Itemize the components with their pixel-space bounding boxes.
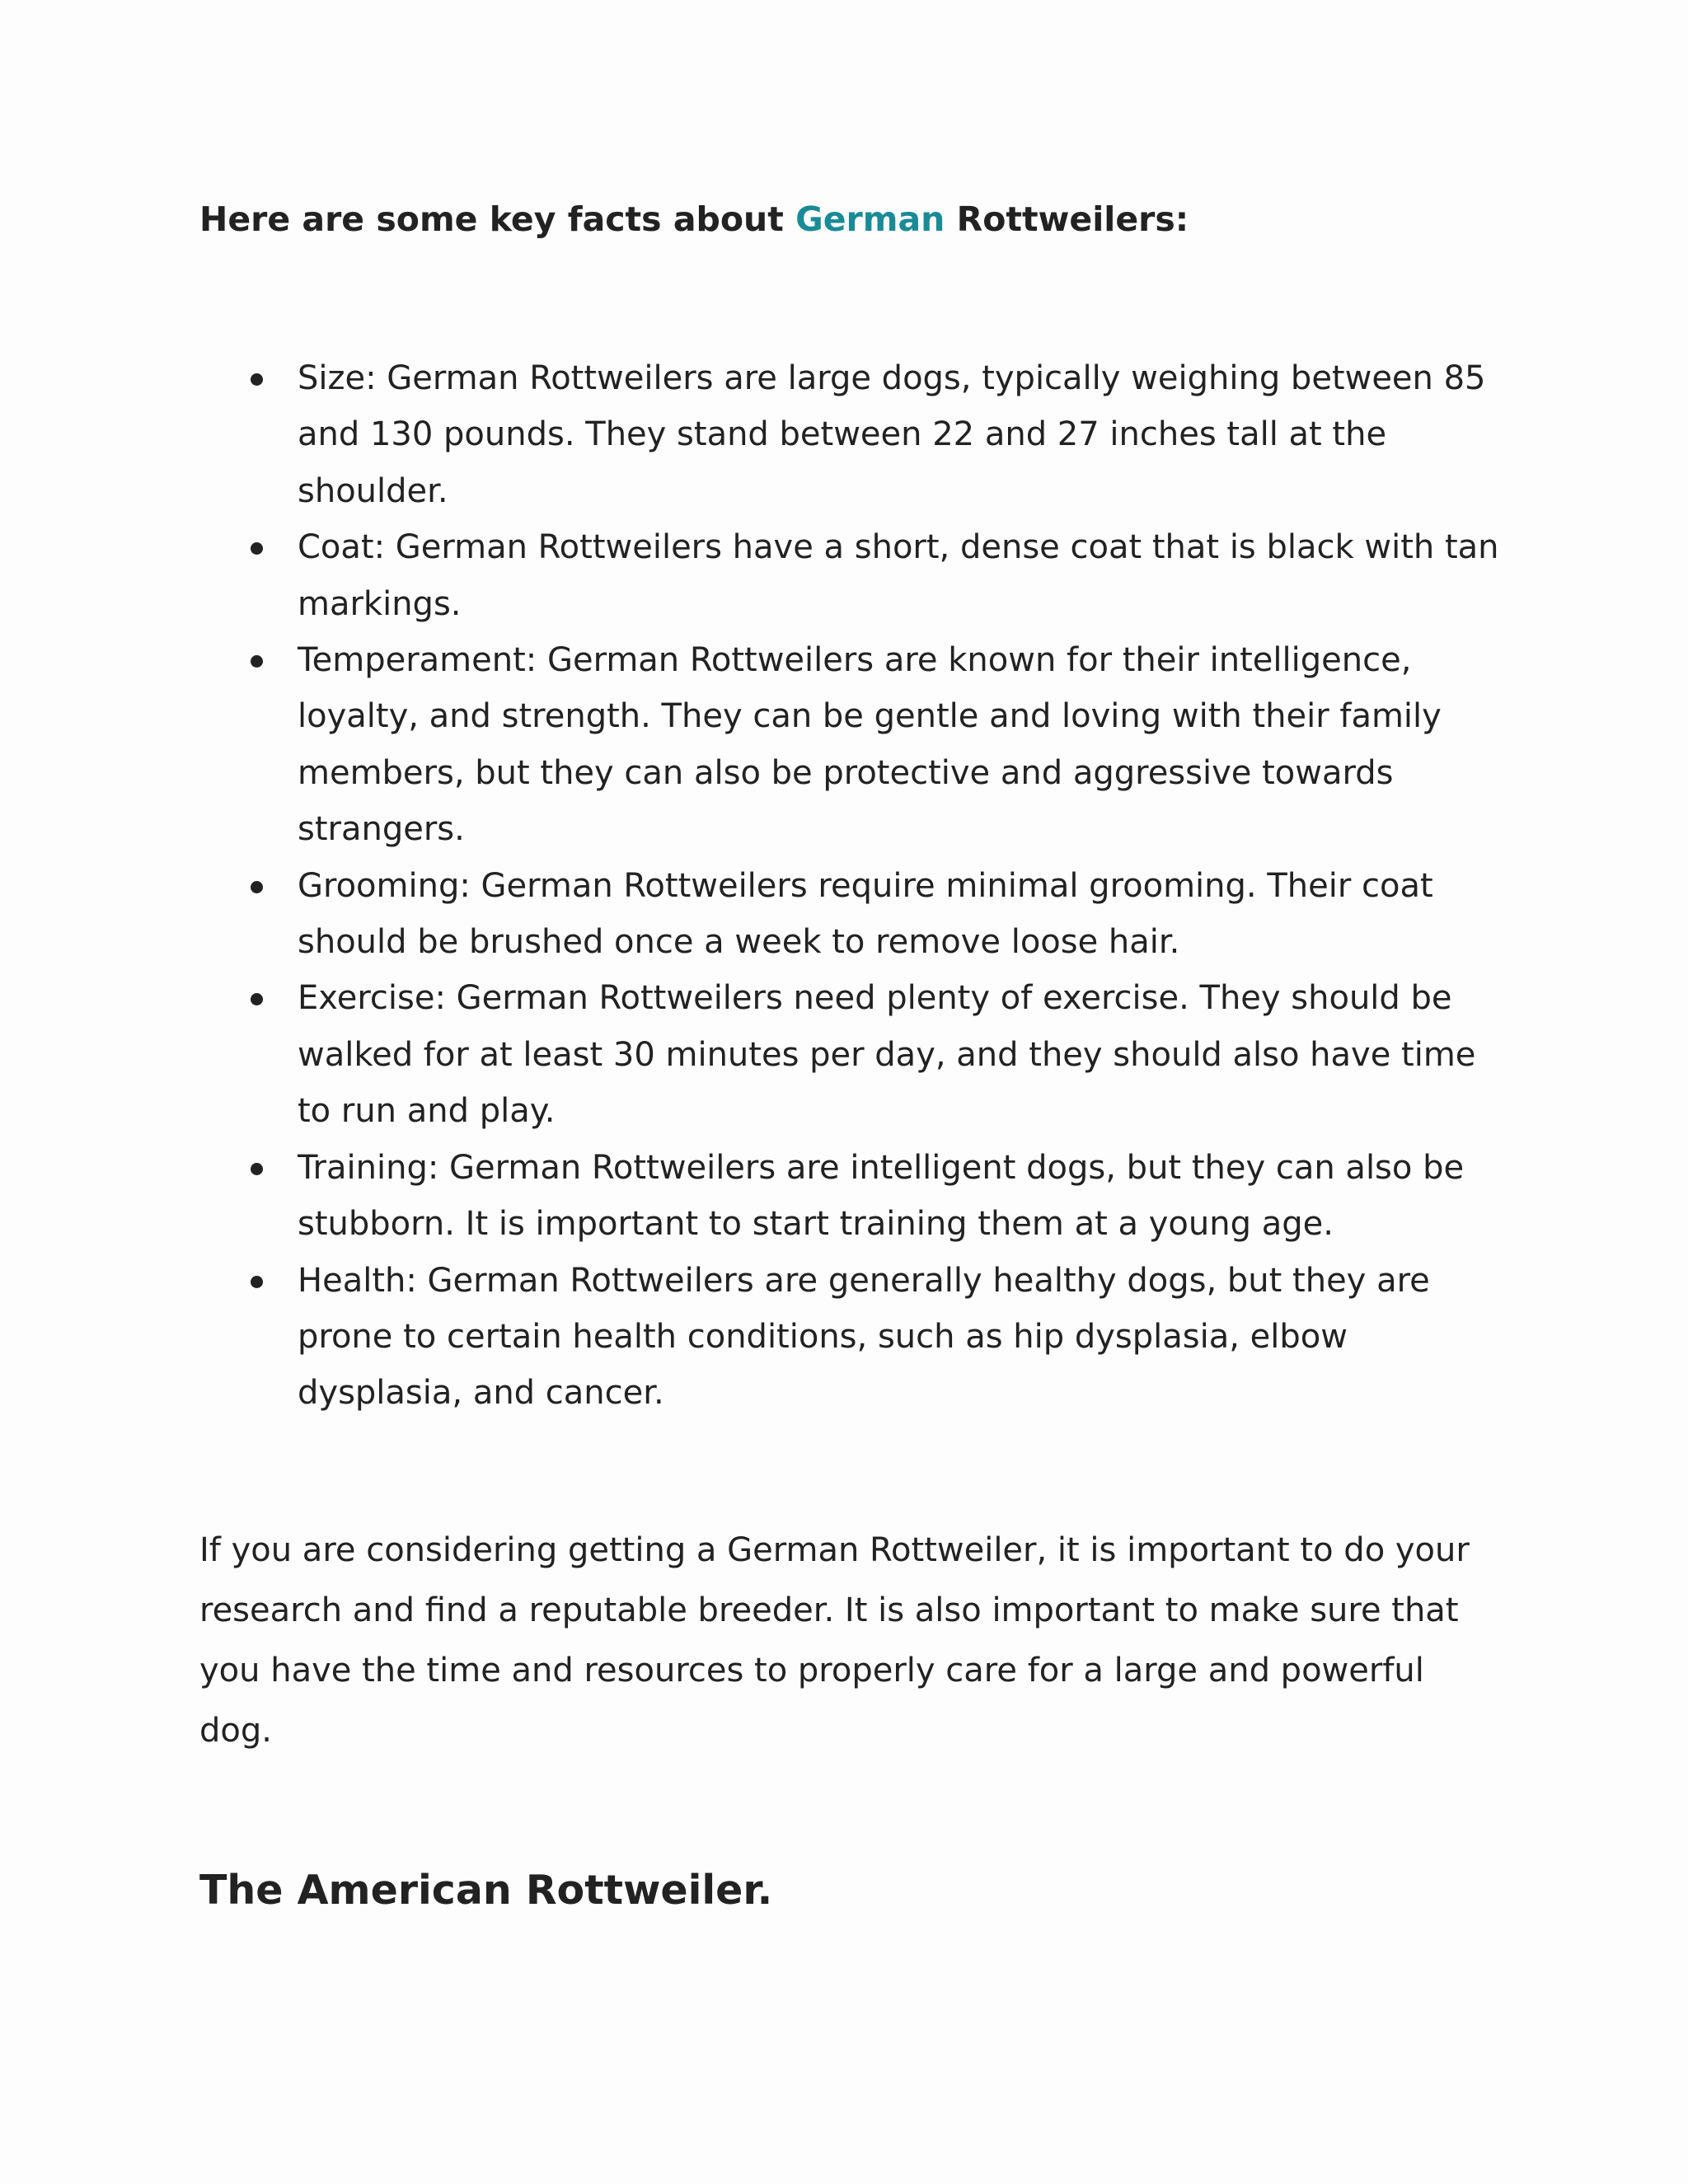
- bullet-icon: [251, 655, 263, 668]
- facts-list: [199, 350, 1502, 1422]
- german-link[interactable]: German: [795, 199, 945, 239]
- bullet-icon: [251, 993, 263, 1005]
- bullet-icon: [251, 1276, 263, 1288]
- bullet-icon: [251, 373, 263, 386]
- fact-exercise: [199, 970, 1502, 1139]
- fact-text: Size: German Rottweilers are large dogs, typically weighing between 85 and 130 pounds. They stand between 22 and 27 inches tall at the shoulder.: [298, 359, 1486, 510]
- fact-text: Grooming: German Rottweilers require minimal grooming. Their coat should be brushed once a week to remove loose hair.: [298, 866, 1433, 962]
- closing-paragraph: If you are considering getting a German Rottweiler, it is important to do your research and find a reputable breeder. It is also important to make sure that you have the time and resources to properly care for a large and powerful dog.: [199, 1531, 1470, 1750]
- fact-training: [199, 1140, 1502, 1253]
- fact-text: Exercise: German Rottweilers need plenty of exercise. They should be walked for at least 30 minutes per day, and they should also have time to run and play.: [298, 979, 1476, 1131]
- fact-text: Coat: German Rottweilers have a short, dense coat that is black with tan markings.: [298, 528, 1499, 623]
- fact-text: Temperament: German Rottweilers are known for their intelligence, loyalty, and strength. They can be gentle and loving with their family members, but they can also be protective and aggressive towards strangers.: [298, 641, 1442, 849]
- section-heading: The American Rottweiler.: [199, 1867, 773, 1914]
- bullet-icon: [251, 881, 263, 893]
- bullet-icon: [251, 1163, 263, 1175]
- fact-size: [199, 350, 1502, 519]
- intro-suffix: Rottweilers:: [945, 199, 1189, 239]
- fact-health: [199, 1253, 1502, 1422]
- fact-coat: [199, 519, 1502, 632]
- fact-text: Training: German Rottweilers are intelligent dogs, but they can also be stubborn. It is important to start training them at a young age.: [298, 1148, 1465, 1244]
- intro-prefix: Here are some key facts about: [199, 199, 796, 239]
- fact-temperament: [199, 632, 1502, 858]
- bullet-icon: [251, 542, 263, 555]
- intro-heading: [199, 196, 1189, 242]
- fact-grooming: [199, 858, 1502, 971]
- fact-text: Health: German Rottweilers are generally healthy dogs, but they are prone to certain health conditions, such as hip dysplasia, elbow dysplasia, and cancer.: [298, 1261, 1430, 1413]
